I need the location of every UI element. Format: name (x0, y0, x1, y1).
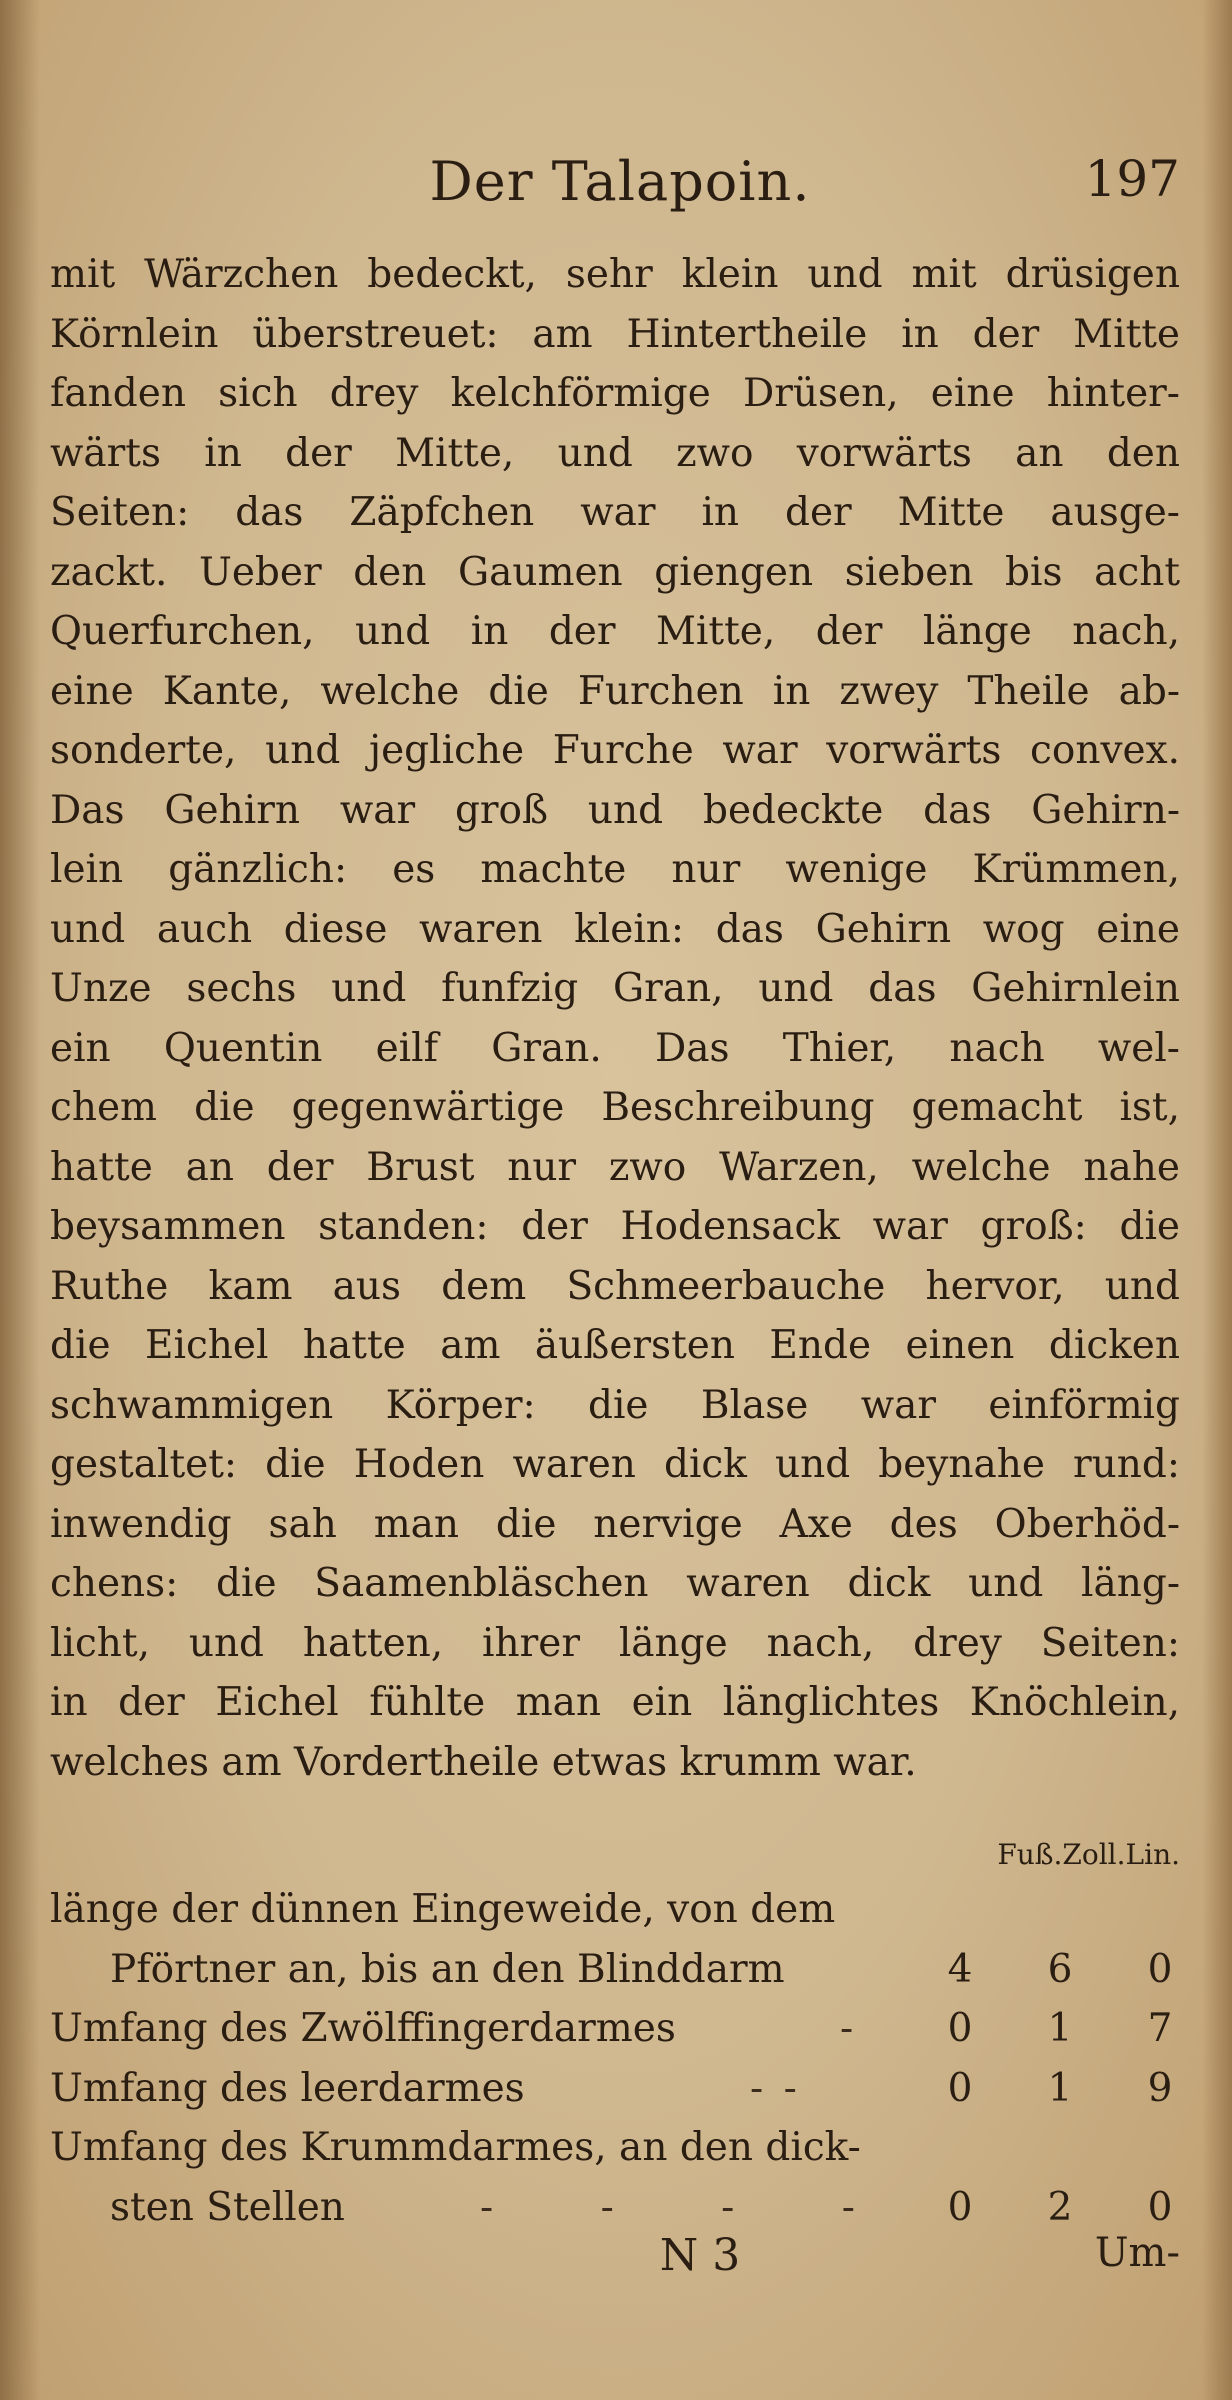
text-line: Das Gehirn war groß und bedeckte das Gehirn- (50, 787, 1180, 833)
value-fuss: 0 (947, 2065, 973, 2111)
text-line: Körnlein überstreuet: am Hintertheile in der Mitte (50, 311, 1180, 357)
text-line: Unze sechs und funfzig Gran, und das Gehirnlein (50, 966, 1180, 1011)
measurement-row (50, 1940, 1180, 2000)
measurement-label: Umfang des leerdarmes (50, 2065, 525, 2111)
text-line: wärts in der Mitte, und zwo vorwärts an den (50, 430, 1180, 476)
measurement-label: sten Stellen (110, 2184, 345, 2230)
value-zoll: 6 (1047, 1946, 1073, 1992)
running-head-title: Der Talapoin. (429, 150, 811, 213)
text-line: und auch diese waren klein: das Gehirn wog eine (50, 906, 1180, 952)
leader-dots: - - - - (480, 2184, 855, 2230)
text-line: zackt. Ueber den Gaumen giengen sieben bis acht (50, 549, 1180, 595)
measurement-row (50, 1880, 1180, 1940)
text-line: lein gänzlich: es machte nur wenige Krümmen, (50, 847, 1180, 892)
body-paragraph (50, 245, 1180, 1792)
text-line: hatte an der Brust nur zwo Warzen, welche nahe (50, 1144, 1180, 1190)
value-fuss: 0 (947, 2006, 973, 2051)
text-line: eine Kante, welche die Furchen in zwey Theile ab- (50, 668, 1180, 714)
measurement-label: Pförtner an, bis an den Blinddarm (110, 1946, 785, 1992)
value-zoll: 1 (1047, 2006, 1073, 2051)
value-linie: 0 (1147, 1946, 1173, 1992)
value-fuss: 4 (947, 1946, 973, 1992)
text-line: chem die gegenwärtige Beschreibung gemacht ist, (50, 1085, 1180, 1130)
text-line: chens: die Saamenbläschen waren dick und läng- (50, 1561, 1180, 1606)
text-line: die Eichel hatte am äußersten Ende einen dicken (50, 1323, 1180, 1368)
measurement-row (50, 2118, 1180, 2178)
measurement-row (50, 1999, 1180, 2059)
text-line: gestaltet: die Hoden waren dick und beynahe rund: (50, 1442, 1180, 1487)
leader-dots: - (840, 2006, 858, 2051)
text-line: fanden sich drey kelchförmige Drüsen, eine hinter- (50, 371, 1180, 416)
measurement-label: länge der dünnen Eingeweide, von dem (50, 1887, 836, 1932)
value-linie: 0 (1147, 2184, 1173, 2230)
measurement-table (50, 1880, 1180, 2237)
value-linie: 7 (1147, 2006, 1173, 2051)
text-line: welches am Vordertheile etwas krumm war. (50, 1739, 917, 1785)
page-number: 197 (1084, 150, 1180, 208)
measurement-units-header: Fuß.Zoll.Lin. (997, 1838, 1180, 1871)
text-line: inwendig sah man die nervige Axe des Oberhöd- (50, 1501, 1180, 1547)
measurement-label: Umfang des Zwölffingerdarmes (50, 2006, 676, 2051)
text-line: sonderte, und jegliche Furche war vorwärts convex. (50, 728, 1180, 773)
leader-dots: - - (750, 2065, 801, 2111)
text-line: mit Wärzchen bedeckt, sehr klein und mit drüsigen (50, 252, 1180, 297)
catchword: Um- (1094, 2230, 1180, 2276)
text-line: ein Quentin eilf Gran. Das Thier, nach wel- (50, 1025, 1180, 1071)
text-line: Ruthe kam aus dem Schmeerbauche hervor, und (50, 1263, 1180, 1309)
value-linie: 9 (1147, 2065, 1173, 2111)
page-edge-shadow (0, 0, 40, 2400)
value-fuss: 0 (947, 2184, 973, 2230)
measurement-row (50, 2059, 1180, 2119)
measurement-label: Umfang des Krummdarmes, an den dick- (50, 2125, 861, 2170)
page-edge-shadow (1202, 0, 1232, 2400)
value-zoll: 1 (1047, 2065, 1073, 2111)
signature-mark: N 3 (659, 2230, 741, 2281)
value-zoll: 2 (1047, 2184, 1073, 2230)
text-line: Seiten: das Zäpfchen war in der Mitte ausge- (50, 490, 1180, 535)
measurement-row (50, 2178, 1180, 2238)
text-line: schwammigen Körper: die Blase war einförmig (50, 1382, 1180, 1428)
text-line: beysammen standen: der Hodensack war groß: die (50, 1204, 1180, 1249)
text-line: in der Eichel fühlte man ein länglichtes Knöchlein, (50, 1680, 1180, 1725)
text-line: licht, und hatten, ihrer länge nach, drey Seiten: (50, 1620, 1180, 1666)
text-line: Querfurchen, und in der Mitte, der länge nach, (50, 609, 1180, 654)
